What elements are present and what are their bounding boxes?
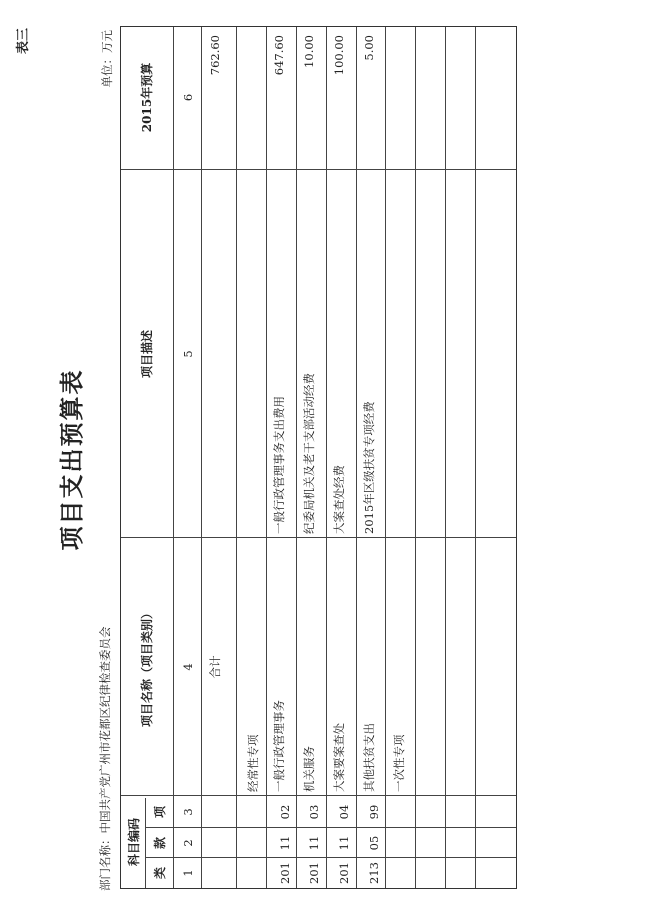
row-5-budget: 5.00 <box>362 35 376 61</box>
row-2-budget: 647.60 <box>272 35 286 76</box>
header-budget: 2015年预算 <box>140 62 154 133</box>
row-4-kuan: 11 <box>337 835 351 851</box>
index-6: 6 <box>181 93 195 102</box>
table-label: 表三 <box>16 28 31 55</box>
header-lei: 类 <box>153 867 167 880</box>
row-4-name: 大案要案查处 <box>332 723 346 792</box>
index-3: 3 <box>181 808 195 816</box>
row-4-xiang: 04 <box>337 804 351 820</box>
index-2: 2 <box>181 839 195 847</box>
row-1-name: 经常性专项 <box>246 734 260 792</box>
index-5: 5 <box>181 350 195 358</box>
row-4-budget: 100.00 <box>332 35 346 76</box>
header-xiang: 项 <box>153 806 167 819</box>
row-divider <box>236 27 237 888</box>
row-divider <box>201 27 202 888</box>
row-3-xiang: 03 <box>307 804 321 820</box>
budget-table <box>120 26 517 889</box>
page-title: 项目支出预算表 <box>57 368 86 551</box>
col-divider <box>121 795 516 796</box>
col-divider <box>121 169 516 170</box>
row-2-kuan: 11 <box>278 835 292 851</box>
row-5-name: 其他扶贫支出 <box>362 723 376 792</box>
row-5-xiang: 99 <box>367 804 381 820</box>
row-divider <box>173 27 174 888</box>
row-6-name: 一次性专项 <box>392 734 406 792</box>
row-divider <box>356 27 357 888</box>
total-budget: 762.60 <box>208 35 222 76</box>
header-project-name: 项目名称（项目类别） <box>140 607 154 728</box>
total-label: 合计 <box>208 655 222 679</box>
row-divider <box>145 798 146 888</box>
row-2-name: 一般行政管理事务 <box>272 700 286 792</box>
index-1: 1 <box>181 869 195 877</box>
row-divider <box>475 27 476 888</box>
row-divider <box>445 27 446 888</box>
header-subject-code: 科目编码 <box>127 818 141 867</box>
row-2-lei: 201 <box>278 862 292 884</box>
row-3-description: 纪委局机关及老干支部活动经费 <box>302 373 316 534</box>
row-3-lei: 201 <box>307 862 321 884</box>
row-4-lei: 201 <box>337 862 351 884</box>
header-description: 项目描述 <box>140 330 154 379</box>
row-divider <box>385 27 386 888</box>
row-5-kuan: 05 <box>367 835 381 851</box>
row-3-budget: 10.00 <box>302 35 316 68</box>
department-label: 部门名称：中国共产党广州市花都区纪律检查委员会 <box>98 626 112 891</box>
row-3-kuan: 11 <box>307 835 321 851</box>
row-divider <box>296 27 297 888</box>
unit-label: 单位：万元 <box>100 30 114 88</box>
row-2-description: 一般行政管理事务支出费用 <box>272 396 286 534</box>
row-divider <box>266 27 267 888</box>
col-divider <box>121 537 516 538</box>
row-4-description: 大案查处经费 <box>332 465 346 534</box>
row-divider <box>326 27 327 888</box>
row-2-xiang: 02 <box>278 804 292 820</box>
row-divider <box>415 27 416 888</box>
index-4: 4 <box>181 663 195 671</box>
row-5-description: 2015年区级扶贫专项经费 <box>362 401 376 534</box>
header-kuan: 款 <box>153 837 167 850</box>
row-5-lei: 213 <box>367 862 381 884</box>
row-3-name: 机关服务 <box>302 746 316 792</box>
